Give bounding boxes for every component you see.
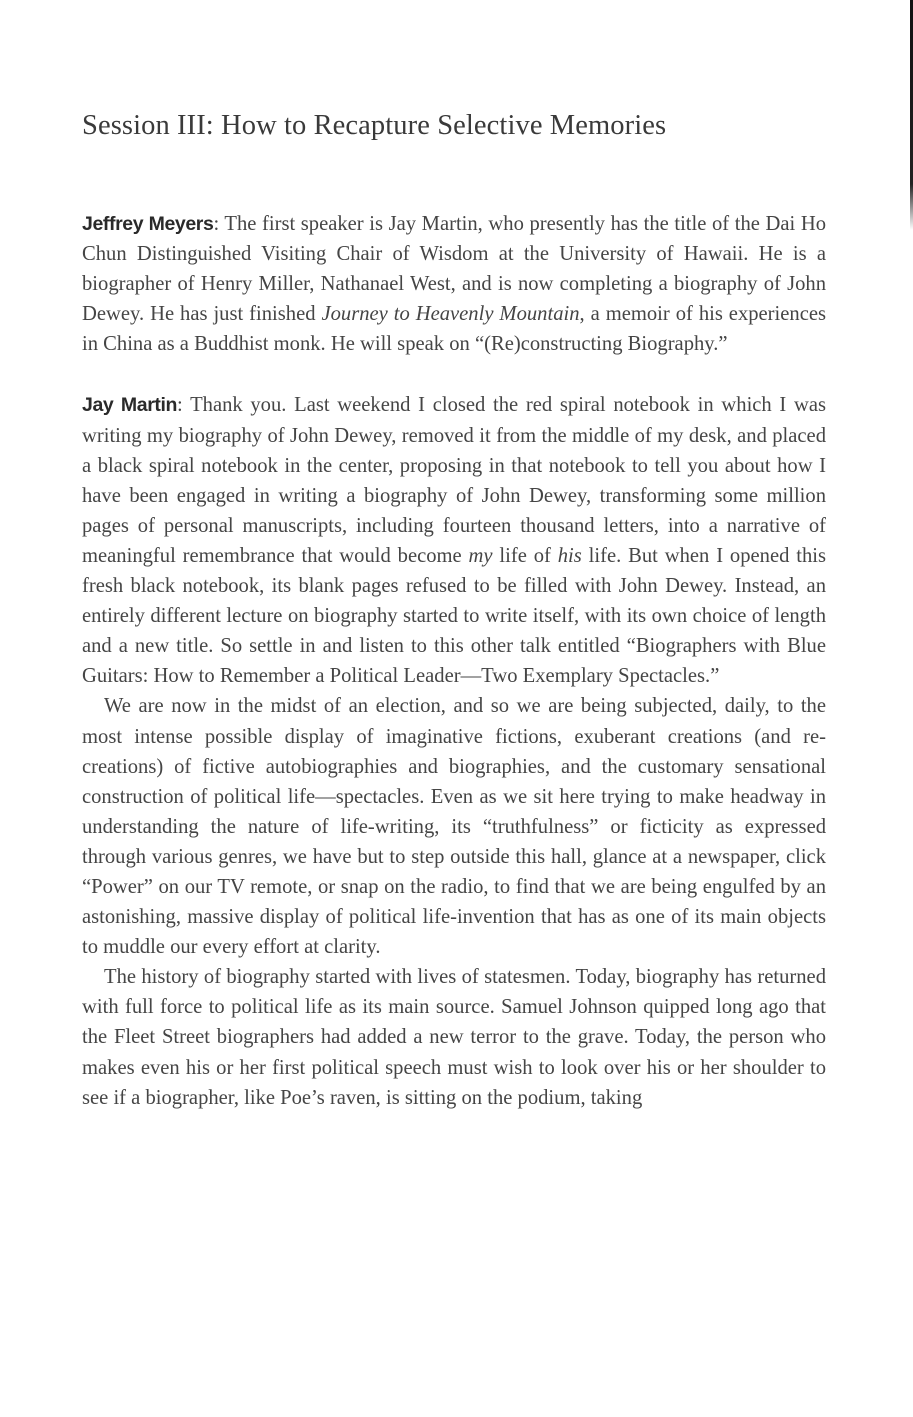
paragraph-history-of-biography: The history of biography started with lives of statesmen. Today, biography has returned with full force to political life as its main source. Samuel Johnson quipped long ago that the Fleet Street biographers had added a new terror to the grave. Today, the person who makes even his or her first political speech must wish to look over his or her shoulder to see if a biographer, like Poe’s raven, is sitting on the podium, taking bbox=[82, 966, 826, 1109]
session-title: Session III: How to Recapture Selective Memories bbox=[82, 110, 667, 141]
paragraph-text: The first speaker is Jay Martin, who presently has the title of the Dai Ho Chun Distinguished Visiting Chair of Wisdom at the University of Hawaii. He is a biographer of Henry Miller, Nathanael West, and is now completing a biography of John Dewey. He has just finished bbox=[82, 213, 826, 326]
speaker-separator: : bbox=[213, 213, 225, 235]
page-body bbox=[82, 209, 826, 1113]
paragraph-election: We are now in the midst of an election, and so we are being subjected, daily, to the most intense possible display of imaginative fictions, exuberant creations (and re-creations) of fictive autobiographies and biographies, and the customary sensational construction of political life—spectacles. Even as we sit here trying to make headway in understanding the nature of life-writing, its “truthfulness” or ficticity as expressed through various genres, we have but to step outside this hall, glance at a newspaper, click “Power” on our TV remote, or snap on the radio, to find that we are being engulfed by an astonishing, massive display of political life-invention that has as one of its main objects to muddle our every effort at clarity. bbox=[82, 695, 826, 959]
paragraph-text: , a memoir of his experiences in China as a Buddhist monk. He will speak on “(Re)constructing Biography.” bbox=[82, 303, 826, 356]
paragraph-martin-opening bbox=[82, 390, 826, 691]
speaker-name: Jay Martin bbox=[82, 394, 178, 417]
emphasis: my bbox=[468, 544, 493, 567]
paragraph-text: life of bbox=[492, 544, 558, 567]
speaker-name: Jeffrey Meyers bbox=[82, 213, 214, 235]
speaker-separator: : bbox=[177, 394, 191, 417]
paragraph-meyers-intro bbox=[82, 209, 826, 359]
book-title: Journey to Heavenly Mountain bbox=[321, 303, 580, 326]
paragraph-text: Thank you. Last weekend I closed the red spiral notebook in which I was writing my biography of John Dewey, removed it from the middle of my desk, and placed a black spiral notebook in the center, proposing in that notebook to tell you about how I have been engaged in writing a biography of John Dewey, transforming some million pages of personal manuscripts, including fourteen thousand letters, into a narrative of meaningful remembrance that would become bbox=[82, 394, 827, 567]
paragraph-text: life. But when I opened this fresh black notebook, its blank pages refused to be filled with John Dewey. Instead, an entirely different lecture on biography started to write itself, with its own choice of length and a new title. So settle in and listen to this other talk entitled “Biographers with Blue Guitars: How to Remember a Political Leader—Two Exemplary Spectacles.” bbox=[82, 544, 826, 688]
emphasis: his bbox=[557, 544, 582, 567]
